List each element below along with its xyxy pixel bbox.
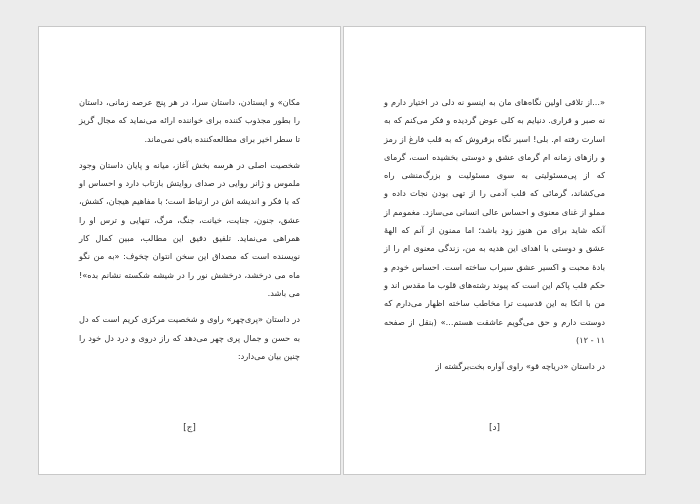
paragraph: شخصیت اصلی در هرسه بخش آغاز، میانه و پایان داستان وجود ملموس و ژانر روایی در صدای روایتش بازتاب دارد و احساس او که با فکر و اندیشه اش در ارتباط است؛ با مفاهیم هیجان، کشش، عشق، جنون، جنایت، خیانت، جنگ، مرگ، تنهایی و ترس او را همراهی می‌نماید. تلفیق دقیق این مطالب، مبین کمال کار نویسنده است که مصداق این سخن انتوان چخوف: «به من نگو ماه می درخشد، درخشش نور را در شیشه شکسته نشانم بده»! می باشد. xyxy=(79,159,300,298)
page-right xyxy=(343,26,646,475)
page-left-text xyxy=(79,93,300,373)
page-left xyxy=(38,26,341,475)
paragraph: در داستان «پری‌چهر» راوی و شخصیت مرکزی کریم است که دل به حسن و جمال پری چهر می‌دهد که راز دروی و درد دل خود را چنین بیان می‌دارد: xyxy=(79,314,300,361)
paragraph: «...از تلاقی اولین نگاه‌های مان به اینسو نه دلی در اختیار دارم و نه صبر و قراری. دنیایم به کلی عوض گردیده و فکر می‌کنم که به اسارت رفته ام. بلی! اسیر نگاه برقروش که به قلب فارغ از رمز و رازهای زمانه ام گرمای عشق و دوستی بخشیده است، گرمای که از پی‌مسئولیتی به سوی مسئولیت و بزرگ‌منشی راه می‌کشاند، گرمائی که قلب آدمی را از تهی بودن نجات داده و مملو از غنای معنوی و احساس عالی انسانی می‌سازد. مغمومم از آنکه شاید برای من هنوز زود باشد؛ اما ممنون از آنم که الهۀ عشق و دوستی با اهدای این هدیه به من، زندگی معنوی ام را از بادۀ محبت و اکسیر عشق سیراب ساخته است. احساس خودم و حکم قلب پاکم این است که پیوند رشته‌های قلوب ما مقدس اند و من با اتکا به این قدسیت ترا مخاطب ساخته اظهار می‌دارم که دوستت دارم و حق می‌گویم عاشقت هستم...» (بنقل از صفحه ۱۱ - ۱۲) xyxy=(384,97,605,345)
page-right-text xyxy=(384,93,605,383)
page-number: [د] xyxy=(488,423,501,433)
page-number: [ج] xyxy=(183,423,196,433)
paragraph: مکان» و ایستادن، داستان سرا، در هر پنج عرصه زمانی، داستان را بطور مجذوب کننده برای خواننده ارائه می‌نماید که مجال گریز تا سطر اخیر برای مطالعه‌کننده باقی نمی‌ماند. xyxy=(79,97,300,144)
paragraph: در داستان «دریاچه قو» راوی آواره بخت‌برگشته از xyxy=(435,361,605,372)
